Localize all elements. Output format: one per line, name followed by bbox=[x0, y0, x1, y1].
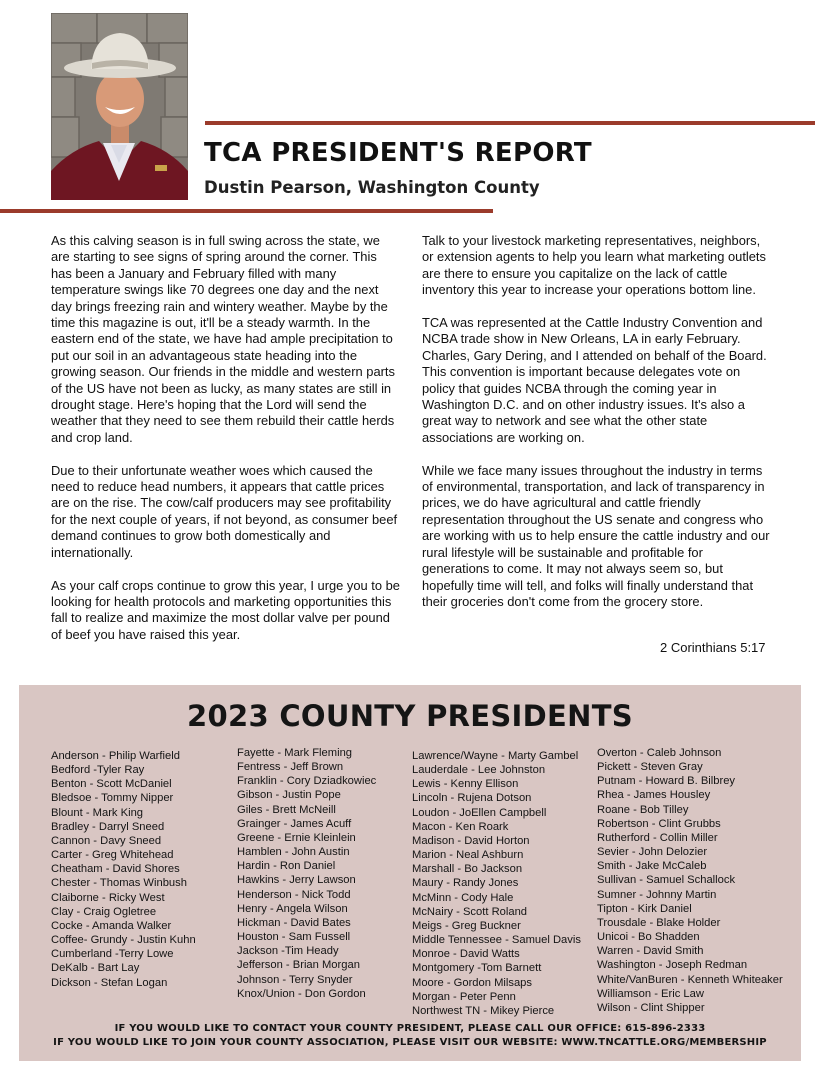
county-president-entry: Roane - Bob Tilley bbox=[597, 803, 689, 816]
county-president-entry: Johnson - Terry Snyder bbox=[237, 973, 353, 986]
county-president-entry: Moore - Gordon Milsaps bbox=[412, 976, 532, 989]
county-president-entry: Madison - David Horton bbox=[412, 834, 530, 847]
county-president-entry: Overton - Caleb Johnson bbox=[597, 747, 722, 759]
county-president-entry: Benton - Scott McDaniel bbox=[51, 778, 172, 791]
county-president-entry: Washington - Joseph Redman bbox=[597, 959, 748, 972]
county-president-entry: Monroe - David Watts bbox=[412, 948, 520, 961]
article-paragraph: While we face many issues throughout the industry in terms of environmental, transportation, and lack of transparency in prices, we do have agricultural and cattle friendly representation throughout the US senate and congress who are working with us to help ensure the cattle industry and our rural lifestyle will be sustainable and profitable for generations to come. It may not always seem so, but hopefully time will tell, and folks will finally understand that their groceries don't come from the grocery store. bbox=[422, 462, 770, 609]
county-president-entry: Putnam - Howard B. Bilbrey bbox=[597, 775, 736, 788]
county-president-entry: Bradley - Darryl Sneed bbox=[51, 820, 165, 833]
county-president-entry: Jackson -Tim Heady bbox=[237, 945, 339, 958]
county-president-entry: Bedford -Tyler Ray bbox=[51, 764, 145, 777]
county-president-entry: Chester - Thomas Winbush bbox=[51, 877, 187, 890]
county-president-entry: Dickson - Stefan Logan bbox=[51, 976, 168, 989]
author-byline: Dustin Pearson, Washington County bbox=[204, 178, 540, 197]
article-paragraph: Due to their unfortunate weather woes which caused the need to reduce head numbers, it appears that cattle prices are on the rise. The cow/calf producers may see profitability for the next couple of years, if not beyond, as consumer beef demand continues to grow both domestically and internationally. bbox=[51, 462, 398, 560]
county-president-entry: Lewis - Kenny Ellison bbox=[412, 778, 519, 791]
article-column-right bbox=[422, 233, 772, 627]
county-president-entry: Lincoln - Rujena Dotson bbox=[412, 792, 532, 805]
article-paragraph: As your calf crops continue to grow this year, I urge you to be looking for health protocols and marketing opportunities this fall to realize and maximize the most dollar valve per pound of beef you have raised this year. bbox=[51, 577, 400, 642]
county-president-entry: Blount - Mark King bbox=[51, 806, 144, 819]
county-president-entry: Fentress - Jeff Brown bbox=[237, 761, 344, 774]
county-president-entry: Jefferson - Brian Morgan bbox=[237, 959, 360, 972]
county-president-entry: Hardin - Ron Daniel bbox=[237, 860, 336, 873]
county-president-entry: Pickett - Steven Gray bbox=[597, 761, 703, 774]
county-list-column-1 bbox=[51, 749, 196, 990]
county-president-entry: McNairy - Scott Roland bbox=[412, 905, 528, 918]
county-president-entry: Tipton - Kirk Daniel bbox=[597, 902, 692, 915]
county-president-entry: Hamblen - John Austin bbox=[237, 846, 350, 859]
county-president-entry: White/VanBuren - Kenneth Whiteaker bbox=[597, 973, 783, 986]
county-president-entry: Anderson - Philip Warfield bbox=[51, 750, 180, 762]
county-president-entry: Lauderdale - Lee Johnston bbox=[412, 764, 546, 777]
county-president-entry: Rutherford - Collin Miller bbox=[597, 831, 718, 844]
county-president-entry: Coffee- Grundy - Justin Kuhn bbox=[51, 934, 196, 947]
county-president-entry: Robertson - Clint Grubbs bbox=[597, 817, 721, 830]
county-president-entry: Giles - Brett McNeill bbox=[237, 803, 336, 816]
county-president-entry: Claiborne - Ricky West bbox=[51, 891, 165, 904]
page-title: TCA PRESIDENT'S REPORT bbox=[204, 138, 592, 168]
county-president-entry: McMinn - Cody Hale bbox=[412, 891, 514, 904]
county-president-entry: Henry - Angela Wilson bbox=[237, 902, 348, 915]
county-president-entry: Macon - Ken Roark bbox=[412, 820, 509, 833]
county-president-entry: Loudon - JoEllen Campbell bbox=[412, 806, 547, 819]
county-president-entry: Unicoi - Bo Shadden bbox=[597, 931, 700, 944]
contact-office-notice: IF YOU WOULD LIKE TO CONTACT YOUR COUNTY PRESIDENT, PLEASE CALL OUR OFFICE: 615-896-2333 bbox=[114, 1023, 706, 1034]
article-paragraph: As this calving season is in full swing across the state, we are starting to see signs of spring around the corner. This has been a January and February filled with many temperature swings like 70 degrees one day and the next day brings freezing rain and wintery weather. Maybe by the time this magazine is out, it'll be a steady warmth. In the eastern end of the state, we have had ample precipitation to put our soil in an advantageous state heading into the growing season. Our friends in the middle and western parts of the US have not been as lucky, as many states are still in drought stage. Here's hoping that the Lord will send the weather that they need to see them rebuild their cattle herds and crop land. bbox=[51, 233, 395, 445]
county-president-entry: DeKalb - Bart Lay bbox=[51, 962, 140, 975]
county-list-column-4 bbox=[597, 746, 783, 1015]
county-president-entry: Greene - Ernie Kleinlein bbox=[237, 831, 356, 844]
county-president-entry: Grainger - James Acuff bbox=[237, 817, 352, 830]
county-president-entry: Morgan - Peter Penn bbox=[412, 990, 516, 1003]
county-president-entry: Gibson - Justin Pope bbox=[237, 789, 341, 802]
county-president-entry: Carter - Greg Whitehead bbox=[51, 849, 174, 862]
county-president-entry: Cannon - Davy Sneed bbox=[51, 834, 162, 847]
county-president-entry: Henderson - Nick Todd bbox=[237, 888, 351, 901]
bible-verse: 2 Corinthians 5:17 bbox=[660, 640, 766, 655]
membership-website-notice: IF YOU WOULD LIKE TO JOIN YOUR COUNTY ASSOCIATION, PLEASE VISIT OUR WEBSITE: WWW.TNCATTLE.ORG/MEMBERSHIP bbox=[53, 1037, 767, 1048]
county-list-column-3 bbox=[412, 749, 581, 1018]
county-president-entry: Hawkins - Jerry Lawson bbox=[237, 874, 356, 887]
county-president-entry: Cumberland -Terry Lowe bbox=[51, 948, 174, 961]
county-president-entry: Knox/Union - Don Gordon bbox=[237, 987, 366, 1000]
header-rule-top bbox=[205, 121, 815, 125]
county-president-entry: Smith - Jake McCaleb bbox=[597, 860, 707, 873]
county-president-entry: Rhea - James Housley bbox=[597, 789, 711, 802]
county-president-entry: Wilson - Clint Shipper bbox=[597, 1001, 705, 1014]
article-column-left bbox=[51, 233, 401, 660]
county-president-entry: Northwest TN - Mikey Pierce bbox=[412, 1004, 555, 1017]
county-president-entry: Fayette - Mark Fleming bbox=[237, 747, 353, 759]
county-president-entry: Trousdale - Blake Holder bbox=[597, 916, 721, 929]
county-president-entry: Cheatham - David Shores bbox=[51, 863, 180, 876]
county-president-entry: Marion - Neal Ashburn bbox=[412, 849, 524, 862]
article-paragraph: TCA was represented at the Cattle Industry Convention and NCBA trade show in New Orleans, LA in early February. Charles, Gary Dering, and I attended on behalf of the Board. This convention is important because delegates vote on policy that guides NCBA through the coming year in Washington D.C. and on other industry issues. It's also a great way to network and see what the other state associations are working on. bbox=[422, 315, 767, 445]
county-president-entry: Warren - David Smith bbox=[597, 945, 704, 958]
county-president-entry: Lawrence/Wayne - Marty Gambel bbox=[412, 750, 579, 762]
county-president-entry: Sevier - John Delozier bbox=[597, 846, 708, 859]
portrait-illustration bbox=[51, 13, 188, 200]
county-presidents-title: 2023 COUNTY PRESIDENTS bbox=[187, 699, 633, 733]
county-president-entry: Sullivan - Samuel Schallock bbox=[597, 874, 736, 887]
president-photo bbox=[51, 13, 188, 200]
county-president-entry: Williamson - Eric Law bbox=[597, 987, 704, 1000]
county-president-entry: Cocke - Amanda Walker bbox=[51, 919, 172, 932]
county-president-entry: Middle Tennessee - Samuel Davis bbox=[412, 934, 581, 947]
county-president-entry: Marshall - Bo Jackson bbox=[412, 863, 523, 876]
article-paragraph: Talk to your livestock marketing representatives, neighbors, or extension agents to help you learn what marketing outlets are there to ensure you capitalize on the lack of cattle inventory this year to increase your operations bottom line. bbox=[422, 233, 766, 298]
county-president-entry: Hickman - David Bates bbox=[237, 916, 351, 929]
county-president-entry: Franklin - Cory Dziadkowiec bbox=[237, 775, 377, 788]
county-president-entry: Sumner - Johnny Martin bbox=[597, 888, 717, 901]
county-president-entry: Bledsoe - Tommy Nipper bbox=[51, 792, 174, 805]
county-presidents-section bbox=[19, 685, 801, 1061]
header-rule-bottom bbox=[0, 209, 493, 213]
county-president-entry: Houston - Sam Fussell bbox=[237, 931, 351, 944]
county-list-column-2 bbox=[237, 746, 376, 1001]
county-president-entry: Clay - Craig Ogletree bbox=[51, 905, 157, 918]
county-president-entry: Maury - Randy Jones bbox=[412, 877, 519, 890]
county-president-entry: Meigs - Greg Buckner bbox=[412, 919, 521, 932]
county-president-entry: Montgomery -Tom Barnett bbox=[412, 962, 542, 975]
